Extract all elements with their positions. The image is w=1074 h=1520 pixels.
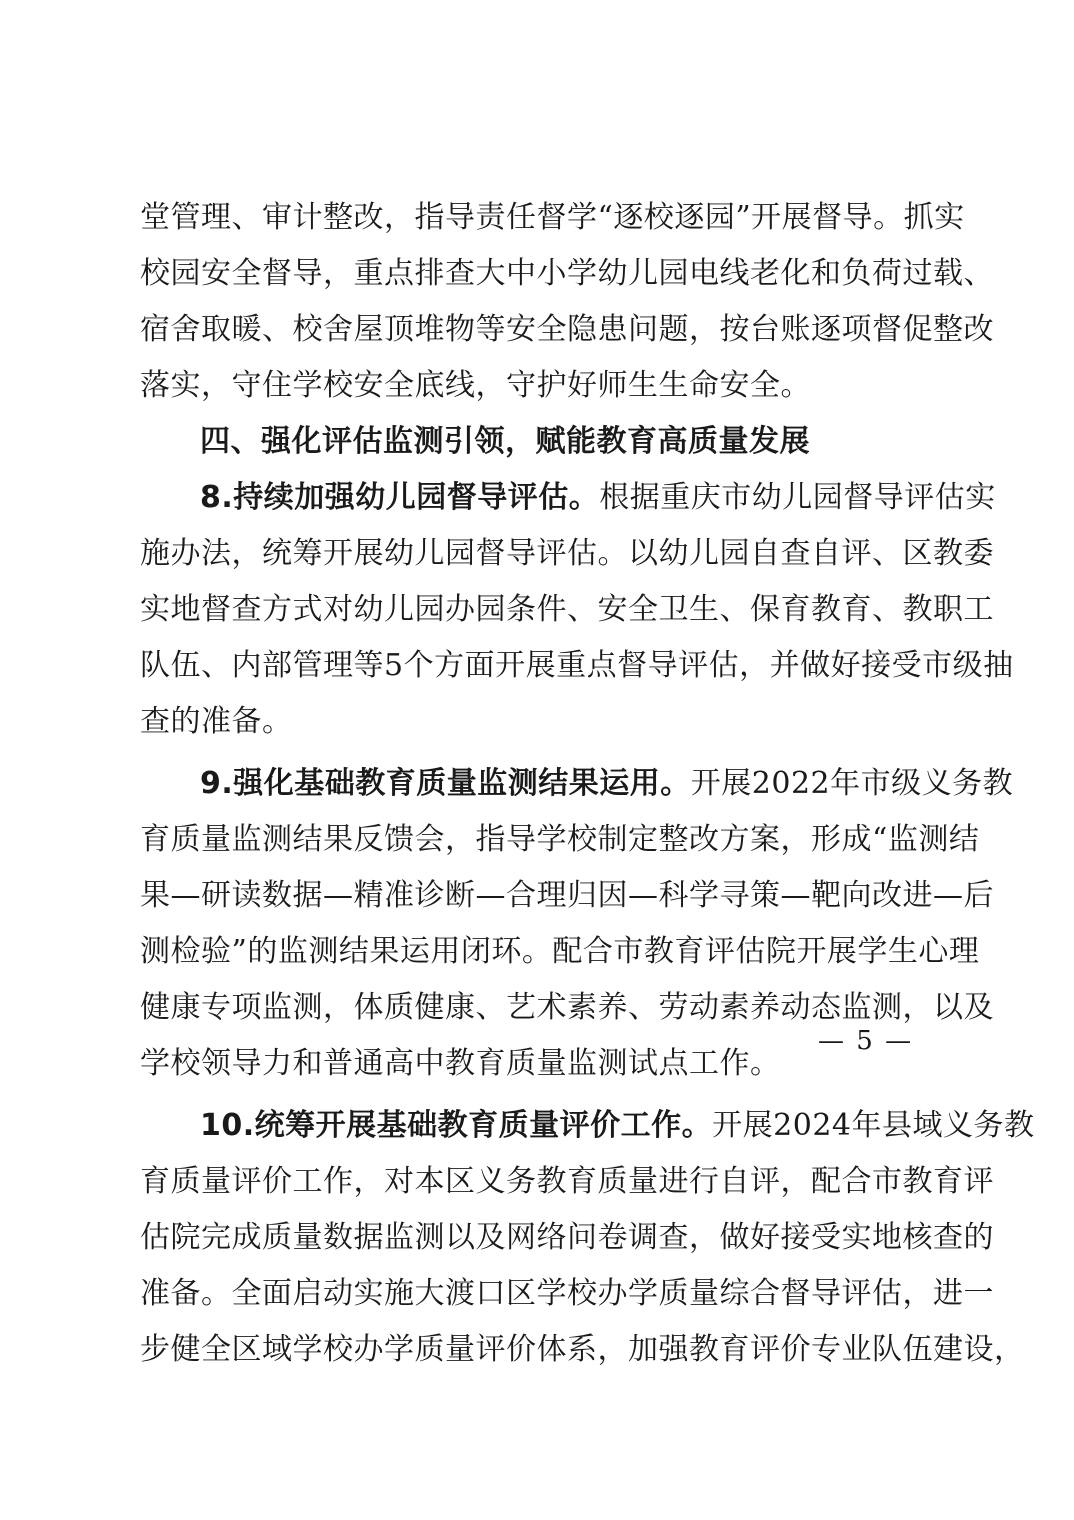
paragraph-line: 实地督查方式对幼儿园办园条件、安全卫生、保育教育、教职工 [140,592,994,627]
item-title: 8.持续加强幼儿园督导评估。 [200,480,600,515]
paragraph-line: 落实，守住学校安全底线，守护好师生生命安全。 [140,368,811,403]
paragraph-line: 步健全区域学校办学质量评价体系，加强教育评价专业队伍建设， [140,1332,1025,1367]
paragraph-first-line [140,470,996,526]
section-heading: 四、强化评估监测引领，赋能教育高质量发展 [200,424,810,459]
page-number: — 5 — [818,1026,914,1056]
paragraph-line: 校园安全督导，重点排查大中小学幼儿园电线老化和负荷过载、 [140,256,994,291]
paragraph-line: 堂管理、审计整改，指导责任督学“逐校逐园”开展督导。抓实 [140,200,965,235]
paragraph-line: 宿舍取暖、校舍屋顶堆物等安全隐患问题，按台账逐项督促整改 [140,312,994,347]
item-title: 10.统筹开展基础教育质量评价工作。 [200,1108,713,1143]
paragraph-line: 健康专项监测，体质健康、艺术素养、劳动素养动态监测，以及 [140,990,994,1025]
paragraph-text: 开展2022年市级义务教 [690,766,1014,801]
item-10-paragraph [140,1098,1035,1378]
paragraph-line: 准备。全面启动实施大渡口区学校办学质量综合督导评估，进一 [140,1276,994,1311]
paragraph-line: 施办法，统筹开展幼儿园督导评估。以幼儿园自查自评、区教委 [140,536,994,571]
paragraph-first-line [140,1098,1035,1154]
continuation-paragraph [140,190,994,414]
paragraph-line: 育质量监测结果反馈会，指导学校制定整改方案，形成“监测结 [140,822,980,857]
item-8-paragraph [140,470,1014,750]
item-title: 9.强化基础教育质量监测结果运用。 [200,766,691,801]
paragraph-line: 果—研读数据—精准诊断—合理归因—科学寻策—靶向改进—后 [140,878,994,913]
paragraph-text: 开展2024年县域义务教 [712,1108,1035,1143]
paragraph-first-line [140,756,1014,812]
paragraph-line: 估院完成质量数据监测以及网络问卷调查，做好接受实地核查的 [140,1220,994,1255]
paragraph-text: 根据重庆市幼儿园督导评估实 [599,480,996,515]
paragraph-line: 育质量评价工作，对本区义务教育质量进行自评，配合市教育评 [140,1164,994,1199]
paragraph-line: 队伍、内部管理等5个方面开展重点督导评估，并做好接受市级抽 [140,648,1014,683]
paragraph-line: 查的准备。 [140,704,293,739]
paragraph-line: 测检验”的监测结果运用闭环。配合市教育评估院开展学生心理 [140,934,980,969]
document-body [140,190,1035,1378]
paragraph-line: 学校领导力和普通高中教育质量监测试点工作。 [140,1046,781,1081]
